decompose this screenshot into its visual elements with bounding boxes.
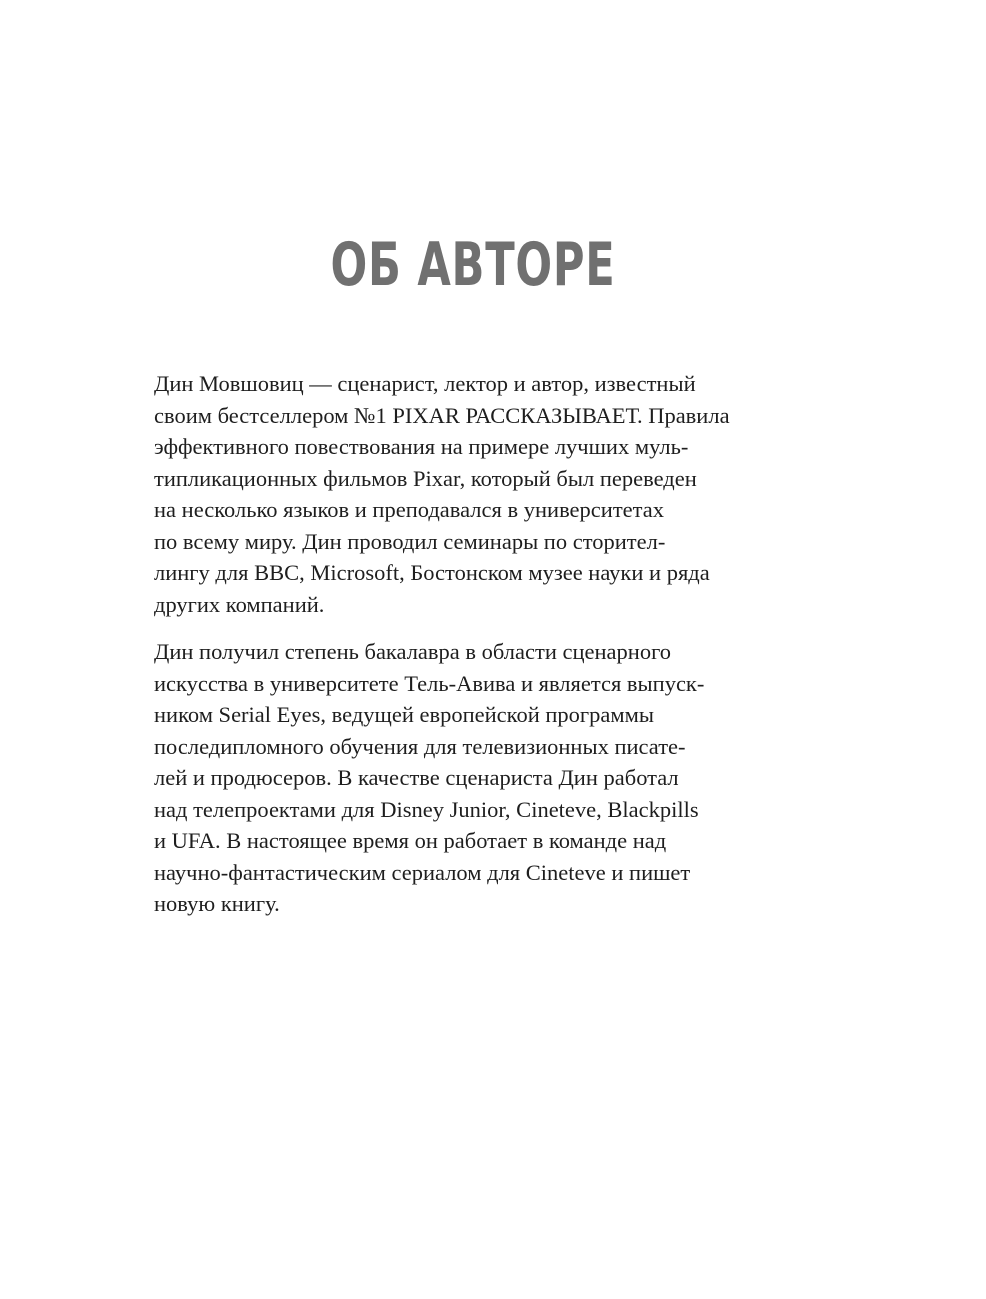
text-line: эффективного повествования на примере лучших муль- [154, 434, 689, 459]
text-line: новую книгу. [154, 891, 280, 916]
bio-paragraph-1 [154, 368, 794, 620]
chapter-title: ОБ АВТОРЕ [330, 230, 616, 300]
text-line: Дин получил степень бакалавра в области сценарного [154, 639, 671, 664]
text-line: Дин Мовшовиц — сценарист, лектор и автор, известный [154, 371, 696, 396]
text-line: своим бестселлером №1 PIXAR РАССКАЗЫВАЕТ. Правила [154, 402, 730, 428]
text-line: типликационных фильмов Pixar, который был переведен [154, 465, 697, 491]
text-line: других компаний. [154, 591, 325, 617]
text-line: лей и продюсеров. В качестве сценариста Дин работал [154, 765, 679, 790]
bio-paragraph-2 [154, 636, 794, 920]
text-line: и UFA. В настоящее время он работает в команде над [154, 828, 667, 853]
text-line: последипломного обучения для телевизионных писате- [154, 733, 686, 759]
author-bio [154, 368, 794, 920]
text-line: по всему миру. Дин проводил семинары по сторител- [154, 528, 666, 554]
text-line: искусства в университете Тель-Авива и является выпуск- [154, 670, 705, 696]
text-line: ником Serial Eyes, ведущей европейской программы [154, 702, 654, 727]
text-line: лингу для BBC, Microsoft, Бостонском музее науки и ряда [154, 560, 710, 585]
text-line: научно-фантастическим сериалом для Cineteve и пишет [154, 859, 691, 885]
text-line: над телепроектами для Disney Junior, Cineteve, Blackpills [154, 796, 699, 822]
text-line: на несколько языков и преподавался в университетах [154, 497, 664, 522]
